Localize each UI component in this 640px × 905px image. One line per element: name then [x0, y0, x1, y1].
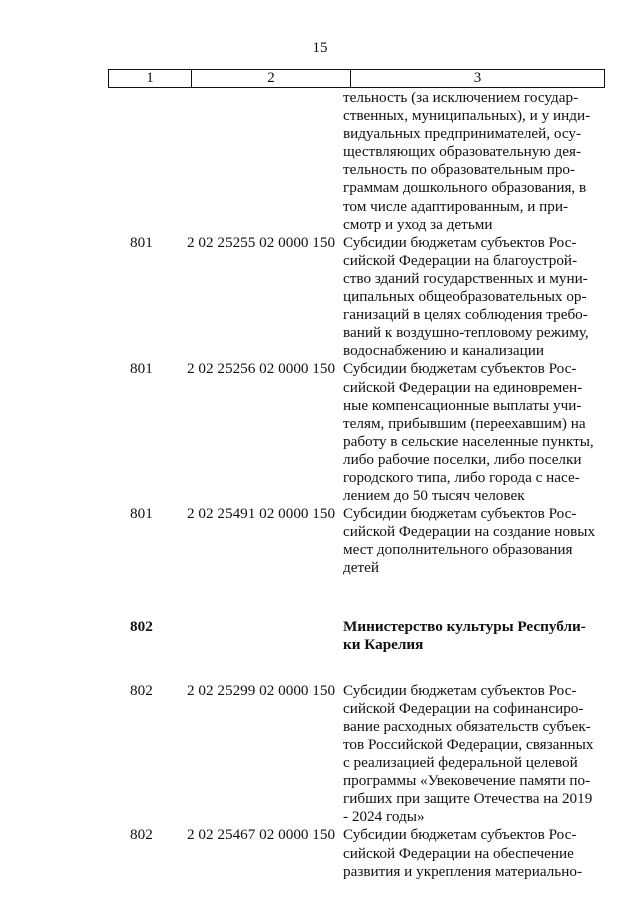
income-description — [343, 826, 598, 880]
description-line: Субсидии бюджетам субъектов Рос- — [343, 233, 577, 251]
income-description — [343, 618, 598, 654]
table-row — [0, 234, 640, 361]
income-description — [343, 234, 598, 361]
description-line: сийской Федерации на обеспечение — [343, 844, 574, 862]
description-line: ство зданий государственных и муни- — [343, 269, 588, 287]
description-line: ганизаций в целях соблюдения требо- — [343, 306, 588, 324]
description-line: программы «Увековечение памяти по- — [343, 772, 591, 790]
header-col-2: 2 — [192, 70, 351, 87]
description-line: развития и укрепления материально- — [343, 862, 583, 880]
description-line: тельность по образовательным про- — [343, 161, 576, 179]
admin-code: 802 — [130, 681, 153, 699]
description-line: водоснабжению и канализации — [343, 342, 544, 360]
table-row — [0, 682, 640, 827]
description-line: смотр и уход за детьми — [343, 215, 493, 233]
description-line: сийской Федерации на создание новых — [343, 523, 596, 541]
income-description — [343, 360, 598, 505]
description-line: Субсидии бюджетам субъектов Рос- — [343, 505, 577, 523]
table-row — [0, 826, 640, 880]
description-line: ки Карелия — [343, 635, 424, 653]
income-description — [343, 89, 598, 234]
description-line: - 2024 годы» — [343, 808, 425, 826]
description-line: тельность (за исключением государ- — [343, 89, 579, 106]
description-line: сийской Федерации на софинансиро- — [343, 699, 584, 717]
description-line: лением до 50 тысяч человек — [343, 487, 525, 505]
admin-code: 801 — [130, 233, 153, 251]
income-description — [343, 505, 598, 577]
header-col-1: 1 — [109, 70, 192, 87]
table-body — [0, 89, 640, 881]
description-line: Субсидии бюджетам субъектов Рос- — [343, 360, 577, 378]
description-line: детей — [343, 559, 379, 577]
description-line: телям, прибывшим (переехавшим) на — [343, 414, 586, 432]
description-line: ципальных общеобразовательных ор- — [343, 288, 587, 306]
description-line: работу в сельские населенные пункты, — [343, 432, 594, 450]
description-line: сийской Федерации на единовремен- — [343, 378, 583, 396]
income-description — [343, 682, 598, 827]
description-line: мест дополнительного образования — [343, 541, 573, 559]
row-spacer — [0, 654, 640, 682]
budget-code: 2 02 25299 02 0000 150 — [187, 681, 336, 699]
description-line: том числе адаптированным, и при- — [343, 197, 569, 215]
admin-code: 802 — [130, 826, 153, 844]
table-header — [108, 69, 605, 88]
table-row — [0, 360, 640, 505]
description-line: сийской Федерации на благоустрой- — [343, 251, 578, 269]
description-line: ществляющих образовательную дея- — [343, 143, 582, 161]
table-row — [0, 89, 640, 234]
budget-code: 2 02 25491 02 0000 150 — [187, 505, 336, 523]
row-spacer — [0, 578, 640, 618]
description-line: либо рабочие поселки, либо поселки — [343, 450, 582, 468]
description-line: гибших при защите Отечества на 2019 — [343, 790, 593, 808]
description-line: видуальных предпринимателей, осу- — [343, 125, 582, 143]
budget-code: 2 02 25256 02 0000 150 — [187, 360, 336, 378]
description-line: ваний к воздушно-тепловому режиму, — [343, 324, 589, 342]
description-line: Министерство культуры Республи- — [343, 617, 586, 635]
admin-code: 801 — [130, 505, 153, 523]
description-line: городского типа, либо города с насе- — [343, 468, 580, 486]
description-line: Субсидии бюджетам субъектов Рос- — [343, 826, 577, 844]
description-line: ственных, муниципальных), и у инди- — [343, 107, 591, 125]
admin-code: 802 — [130, 617, 153, 635]
description-line: с реализацией федеральной целевой — [343, 754, 578, 772]
table-row — [0, 505, 640, 577]
description-line: тов Российской Федерации, связанных — [343, 736, 594, 753]
budget-code: 2 02 25467 02 0000 150 — [187, 826, 336, 844]
section-heading-row — [0, 618, 640, 654]
description-line: ные компенсационные выплаты учи- — [343, 396, 582, 414]
description-line: Субсидии бюджетам субъектов Рос- — [343, 681, 577, 699]
header-col-3: 3 — [473, 70, 482, 86]
description-line: граммам дошкольного образования, в — [343, 179, 587, 197]
admin-code: 801 — [130, 360, 153, 378]
budget-code: 2 02 25255 02 0000 150 — [187, 233, 336, 251]
description-line: вание расходных обязательств субъек- — [343, 717, 591, 735]
page-number: 15 — [312, 40, 328, 56]
